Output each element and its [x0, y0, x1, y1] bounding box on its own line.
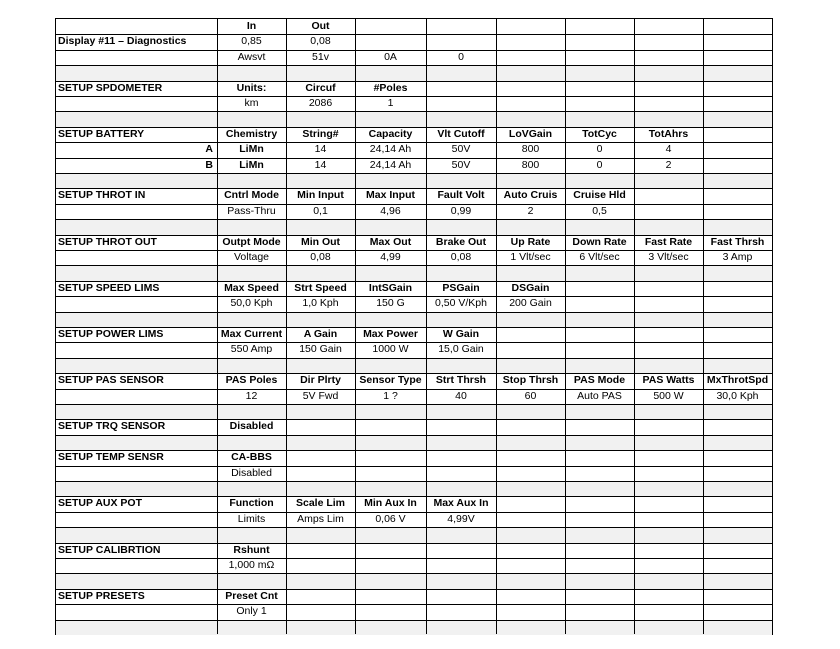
- row-label: SETUP POWER LIMS: [58, 328, 164, 340]
- table-cell: Min Out: [300, 235, 341, 248]
- row-label: A: [205, 143, 213, 156]
- table-cell: 1: [387, 97, 394, 109]
- table-cell: TotAhrs: [648, 127, 689, 140]
- table-cell: 50V: [451, 158, 471, 171]
- row-divider: [56, 219, 772, 220]
- table-cell: PAS Mode: [573, 374, 626, 387]
- settings-table: [55, 18, 773, 635]
- table-cell: 1000 W: [372, 343, 409, 356]
- table-cell: Fault Volt: [437, 189, 485, 202]
- row-label: SETUP SPDOMETER: [58, 81, 163, 94]
- table-cell: 4,96: [380, 204, 401, 217]
- row-divider: [56, 111, 772, 112]
- table-cell: IntSGain: [368, 281, 413, 294]
- table-cell: W Gain: [442, 328, 480, 340]
- row-label: SETUP PRESETS: [58, 589, 145, 602]
- table-cell: PSGain: [442, 281, 480, 294]
- table-row: [56, 558, 772, 573]
- spacer-row: [56, 481, 772, 496]
- table-cell: Out: [311, 20, 330, 32]
- row-divider: [56, 481, 772, 482]
- table-cell: Outpt Mode: [222, 235, 281, 248]
- table-cell: 4,99V: [447, 512, 475, 525]
- row-divider: [56, 96, 772, 97]
- table-cell: 60: [524, 389, 537, 402]
- table-cell: Circuf: [305, 81, 336, 94]
- row-divider: [56, 543, 772, 544]
- row-divider: [56, 127, 772, 128]
- table-cell: Disabled: [231, 466, 272, 479]
- row-divider: [56, 188, 772, 189]
- row-label: B: [205, 158, 213, 171]
- row-divider: [56, 235, 772, 236]
- table-cell: 40: [455, 389, 467, 402]
- row-divider: [56, 435, 772, 436]
- row-label: SETUP AUX POT: [58, 497, 143, 510]
- column-divider: [286, 19, 287, 634]
- row-divider: [56, 466, 772, 467]
- table-cell: 24,14 Ah: [369, 158, 412, 171]
- column-divider: [426, 19, 427, 634]
- row-divider: [56, 573, 772, 574]
- table-cell: Max Out: [369, 235, 412, 248]
- row-divider: [56, 312, 772, 313]
- row-divider: [56, 65, 772, 66]
- table-cell: 50,0 Kph: [230, 297, 273, 310]
- table-cell: 15,0 Gain: [438, 343, 484, 356]
- column-divider: [355, 19, 356, 634]
- table-cell: 0: [596, 158, 603, 171]
- table-cell: #Poles: [373, 81, 408, 94]
- table-cell: Fast Rate: [644, 235, 693, 248]
- table-cell: Max Power: [363, 328, 418, 340]
- table-cell: 6 Vlt/sec: [579, 251, 620, 263]
- spacer-row: [56, 65, 772, 80]
- row-divider: [56, 450, 772, 451]
- table-cell: 0: [458, 50, 464, 63]
- table-cell: Fast Thrsh: [710, 235, 765, 248]
- row-divider: [56, 281, 772, 282]
- row-divider: [56, 81, 772, 82]
- table-cell: 2086: [308, 97, 333, 109]
- row-label: SETUP SPEED LIMS: [58, 281, 160, 294]
- table-cell: 1,000 mΩ: [228, 559, 275, 571]
- row-divider: [56, 496, 772, 497]
- row-divider: [56, 389, 772, 390]
- table-cell: Up Rate: [510, 235, 551, 248]
- table-cell: 0: [596, 143, 603, 156]
- table-cell: 3 Vlt/sec: [648, 251, 689, 263]
- table-cell: 4: [665, 143, 672, 156]
- table-cell: 0,99: [450, 204, 472, 217]
- table-cell: Brake Out: [435, 235, 487, 248]
- table-cell: 50V: [451, 143, 471, 156]
- table-cell: PAS Poles: [225, 374, 278, 387]
- row-divider: [56, 342, 772, 343]
- spacer-row: [56, 312, 772, 327]
- table-cell: km: [244, 97, 259, 109]
- column-divider: [496, 19, 497, 634]
- table-cell: Awsvt: [237, 50, 266, 63]
- table-cell: Rshunt: [233, 543, 270, 556]
- table-cell: 0,85: [241, 35, 262, 48]
- table-cell: Amps Lim: [297, 512, 344, 525]
- row-label: SETUP PAS SENSOR: [58, 374, 164, 387]
- row-divider: [56, 50, 772, 51]
- table-cell: 0,50 V/Kph: [435, 297, 487, 310]
- table-cell: Chemistry: [225, 127, 278, 140]
- table-cell: LiMn: [239, 158, 264, 171]
- table-cell: 0A: [384, 50, 397, 63]
- table-cell: Voltage: [233, 251, 270, 263]
- table-cell: 14: [314, 143, 327, 156]
- table-cell: Limits: [237, 512, 266, 525]
- table-cell: 0,08: [310, 251, 331, 263]
- spacer-row: [56, 527, 772, 542]
- row-divider: [56, 620, 772, 621]
- row-label: SETUP TEMP SENSR: [58, 451, 164, 464]
- table-cell: Auto Cruis: [503, 189, 558, 202]
- table-cell: 1 Vlt/sec: [510, 251, 551, 263]
- column-divider: [634, 19, 635, 634]
- row-divider: [56, 250, 772, 251]
- spacer-row: [56, 435, 772, 450]
- table-cell: 14: [314, 158, 327, 171]
- table-cell: Capacity: [368, 127, 413, 140]
- spacer-row: [56, 219, 772, 234]
- table-cell: 0,06 V: [375, 512, 406, 525]
- table-cell: 24,14 Ah: [369, 143, 412, 156]
- column-divider: [565, 19, 566, 634]
- table-cell: Pass-Thru: [227, 204, 276, 217]
- table-cell: Down Rate: [572, 235, 627, 248]
- table-cell: Sensor Type: [359, 374, 422, 387]
- spacer-row: [56, 404, 772, 419]
- table-cell: Auto PAS: [577, 389, 622, 402]
- table-cell: 150 G: [376, 297, 405, 310]
- spacer-row: [56, 573, 772, 588]
- row-divider: [56, 558, 772, 559]
- table-cell: 5V Fwd: [302, 389, 339, 402]
- table-cell: Dir Plrty: [300, 374, 341, 387]
- table-cell: A Gain: [303, 328, 338, 340]
- table-row: [56, 604, 772, 619]
- table-cell: Vlt Cutoff: [437, 127, 485, 140]
- row-divider: [56, 358, 772, 359]
- row-divider: [56, 527, 772, 528]
- table-cell: 0,08: [450, 251, 472, 263]
- table-cell: 3 Amp: [722, 251, 753, 263]
- table-cell: 4,99: [380, 251, 401, 263]
- row-divider: [56, 158, 772, 159]
- row-divider: [56, 327, 772, 328]
- table-cell: PAS Watts: [642, 374, 695, 387]
- row-label: Display #11 – Diagnostics: [58, 35, 187, 48]
- table-cell: 0,1: [313, 204, 328, 217]
- table-cell: MxThrotSpd: [706, 374, 769, 387]
- row-label: SETUP THROT OUT: [58, 235, 157, 248]
- table-cell: Stop Thrsh: [502, 374, 559, 387]
- spacer-row: [56, 620, 772, 635]
- table-cell: 51v: [312, 50, 329, 63]
- row-divider: [56, 265, 772, 266]
- row-divider: [56, 604, 772, 605]
- table-cell: 1,0 Kph: [302, 297, 339, 310]
- row-divider: [56, 142, 772, 143]
- table-cell: 30,0 Kph: [716, 389, 759, 402]
- table-cell: 2: [527, 204, 534, 217]
- table-cell: LiMn: [239, 143, 264, 156]
- table-row: [56, 19, 772, 34]
- table-cell: Min Aux In: [364, 497, 417, 510]
- row-label: SETUP TRQ SENSOR: [58, 420, 166, 433]
- spacer-row: [56, 173, 772, 188]
- spacer-row: [56, 265, 772, 280]
- table-cell: Max Speed: [224, 281, 279, 294]
- table-cell: 12: [245, 389, 258, 402]
- table-cell: Strt Thrsh: [435, 374, 487, 387]
- table-cell: 2: [665, 158, 672, 171]
- table-cell: TotCyc: [582, 127, 617, 140]
- table-cell: Scale Lim: [295, 497, 346, 510]
- table-cell: 150 Gain: [299, 343, 342, 356]
- table-cell: Strt Speed: [294, 281, 347, 294]
- table-cell: 800: [521, 143, 540, 156]
- table-cell: 200 Gain: [509, 297, 552, 310]
- row-label: SETUP THROT IN: [58, 189, 146, 202]
- row-divider: [56, 589, 772, 590]
- table-cell: Max Current: [220, 328, 283, 340]
- table-cell: In: [246, 20, 257, 32]
- row-label: SETUP CALIBRTION: [58, 543, 161, 556]
- table-cell: 500 W: [653, 389, 684, 402]
- table-cell: Units:: [236, 81, 267, 94]
- table-cell: Disabled: [229, 420, 274, 433]
- table-cell: 550 Amp: [230, 343, 273, 356]
- table-cell: Cruise Hld: [573, 189, 626, 202]
- table-cell: 0,5: [592, 204, 607, 217]
- row-divider: [56, 296, 772, 297]
- row-label: SETUP BATTERY: [58, 127, 145, 140]
- row-divider: [56, 512, 772, 513]
- column-divider: [703, 19, 704, 634]
- table-cell: String#: [302, 127, 339, 140]
- row-divider: [56, 204, 772, 205]
- row-divider: [56, 173, 772, 174]
- table-cell: 1 ?: [383, 389, 398, 402]
- table-cell: Max Input: [366, 189, 415, 202]
- spacer-row: [56, 111, 772, 126]
- table-cell: Preset Cnt: [225, 589, 278, 602]
- table-cell: 0,08: [310, 35, 331, 48]
- row-divider: [56, 419, 772, 420]
- row-divider: [56, 404, 772, 405]
- table-cell: Max Aux In: [433, 497, 489, 510]
- table-cell: DSGain: [511, 281, 550, 294]
- table-cell: LoVGain: [508, 127, 553, 140]
- row-divider: [56, 373, 772, 374]
- table-cell: CA-BBS: [231, 451, 272, 464]
- table-cell: Only 1: [236, 605, 267, 618]
- table-cell: Min Input: [297, 189, 344, 202]
- table-row: [56, 466, 772, 481]
- column-divider: [217, 19, 218, 634]
- table-cell: 800: [521, 158, 540, 171]
- table-cell: Cntrl Mode: [224, 189, 279, 202]
- spacer-row: [56, 358, 772, 373]
- row-divider: [56, 34, 772, 35]
- table-cell: Function: [229, 497, 274, 510]
